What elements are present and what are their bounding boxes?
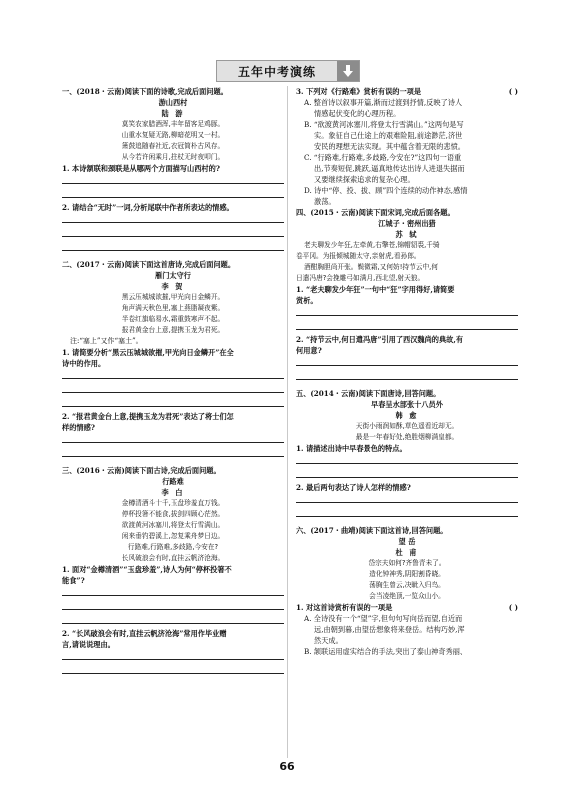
answer-paren[interactable]: ( ) [508, 87, 518, 96]
answer-line[interactable] [62, 241, 284, 251]
question: 1. 请简要分析“黑云压城城欲摧,甲光向日金鳞开”在全 [62, 348, 234, 357]
poem-line: 老夫聊发少年狂,左牵黄,右擎苍,锦帽貂裘,千骑 [304, 241, 440, 249]
choice-stem: 3. 下列对《行路难》赏析有误的一项是 [296, 87, 422, 96]
page-number: 66 [279, 760, 295, 773]
poem-line: 金樽清酒斗十千,玉盘珍羞直万钱。 [121, 499, 225, 507]
question: 2. 最后两句表达了诗人怎样的情感? [296, 483, 411, 492]
option-a: 情感起伏变化的心理历程。 [314, 109, 401, 118]
answer-line[interactable] [62, 447, 284, 457]
answer-line[interactable] [296, 507, 518, 517]
question: 1. 面对“金樽清酒”“玉盘珍羞”,诗人为何“停杯投箸不 [62, 565, 232, 574]
answer-line[interactable] [62, 227, 284, 237]
answer-line[interactable] [296, 468, 518, 478]
poem-line: 长风破浪会有时,直挂云帆济沧海。 [121, 554, 225, 562]
answer-paren[interactable]: ( ) [508, 603, 518, 612]
arrow-down-icon [337, 61, 359, 81]
choice-question [296, 86, 518, 97]
question: 赏析。 [296, 296, 318, 305]
question: 1. 本诗颔联和颈联是从哪两个方面描写山西村的? [62, 164, 220, 173]
poem-line: 酒酣胸胆尚开张。鬓微霜,又何妨!持节云中,何 [304, 263, 438, 271]
option-a: A. 全诗没有一个“望”字,但句句写向岳而望,自近而 [304, 614, 463, 623]
poem-author: 苏 轼 [395, 230, 419, 239]
poem-title: 江城子・密州出猎 [378, 219, 436, 228]
question: 样的情感? [62, 423, 95, 432]
poem-line: 停杯投箸不能食,拔剑四顾心茫然。 [121, 510, 225, 518]
poem-line: 半卷红旗临易水,霜重鼓寒声不起。 [121, 315, 225, 323]
question: 2. “长风破浪会有时,直挂云帆济沧海”常用作毕业赠 [62, 629, 227, 638]
poem-line: 天街小雨润如酥,草色遥看近却无。 [355, 422, 459, 430]
poem-line: 箫鼓追随春社近,衣冠简朴古风存。 [121, 142, 225, 150]
question: 1. “老夫聊发少年狂”一句中“狂”字用得好,请简要 [296, 285, 455, 294]
question: 2. 请结合“无时”一词,分析尾联中作者所表达的情感。 [62, 203, 234, 212]
poem-line: 会当凌绝顶,一览众山小。 [369, 592, 445, 600]
option-a: 然天成。 [314, 636, 343, 645]
question-5-head: 五、(2014・云南)阅读下面唐诗,回答问题。 [296, 389, 441, 398]
poem-author: 陆 游 [161, 109, 185, 118]
poem-line: 岱宗夫如何?齐鲁青未了。 [368, 559, 446, 567]
question-4-head: 四、(2015・云南)阅读下面宋词,完成后面各题。 [296, 208, 455, 217]
choice-question [296, 602, 518, 613]
question: 1. 请描述出诗中早春景色的特点。 [296, 444, 407, 453]
poem-note: 注:“塞上”又作“塞土”。 [70, 337, 143, 345]
option-b: 安民的理想无法实现。其中蕴含着无限的悲愤。 [314, 142, 465, 151]
poem-title: 早春呈水部张十八员外 [371, 400, 443, 409]
answer-line[interactable] [62, 383, 284, 393]
poem-line: 黑云压城城欲摧,甲光向日金鳞开。 [121, 293, 225, 301]
left-column [62, 86, 284, 678]
question: 何用意? [296, 346, 322, 355]
answer-line[interactable] [62, 397, 284, 407]
poem-line: 从今若许闲乘月,拄杖无时夜叩门。 [121, 153, 225, 161]
question-2-head: 二、(2017・云南)阅读下面这首唐诗,完成后面问题。 [62, 260, 236, 269]
poem-author: 韩 愈 [395, 411, 419, 420]
poem-title: 雁门太守行 [155, 271, 191, 280]
poem-author: 杜 甫 [395, 548, 419, 557]
poem-line: 莫笑农家腊酒浑,丰年留客足鸡豚。 [121, 120, 225, 128]
answer-line[interactable] [62, 174, 284, 184]
section-banner [216, 60, 360, 82]
poem-line: 山重水复疑无路,柳暗花明又一村。 [121, 131, 225, 139]
question-1-head: 一、(2018・云南)阅读下面的诗歌,完成后面问题。 [62, 87, 228, 96]
option-d: 激荡。 [314, 197, 336, 206]
poem-line: 最是一年春好处,绝胜烟柳满皇都。 [355, 433, 459, 441]
option-c: 出,节奏短促,跳跃,逼真地传达出诗人进退失据而 [314, 164, 465, 173]
answer-line[interactable] [296, 306, 518, 316]
section-title: 五年中考演练 [237, 64, 316, 79]
column-divider [287, 86, 288, 758]
poem-title: 望 岳 [398, 537, 416, 546]
option-c: 又要继续探索追求的复杂心理。 [314, 175, 415, 184]
option-b: B. “欲渡黄河冰塞川,将登太行雪满山。”这两句是写 [304, 120, 464, 129]
poem-title: 行路难 [162, 477, 184, 486]
poem-title: 游山西村 [158, 98, 188, 107]
poem-line: 行路难,行路难,多歧路,今安在? [127, 543, 219, 551]
answer-line[interactable] [296, 493, 518, 503]
option-a: 远,由朝到暮,由望岳想象将来登岳。结构巧妙,浑 [314, 625, 465, 634]
answer-line[interactable] [62, 188, 284, 198]
answer-line[interactable] [62, 664, 284, 674]
answer-line[interactable] [296, 356, 518, 366]
option-d: D. 诗中“停、投、拔、顾”四个连续的动作神态,感情 [304, 186, 468, 195]
poem-line: 闲来垂钓碧溪上,忽复乘舟梦日边。 [121, 532, 225, 540]
option-b: 实。象征自己仕途上的艰难险阻,前途渺茫,济世 [314, 131, 463, 140]
question: 诗中的作用。 [62, 359, 106, 368]
option-c: C. “行路难,行路难,多歧路,今安在?”这四句一语重 [304, 153, 462, 162]
answer-line[interactable] [62, 213, 284, 223]
poem-author: 李 白 [161, 488, 185, 497]
answer-line[interactable] [62, 600, 284, 610]
question-3-head: 三、(2016・云南)阅读下面古诗,完成后面问题。 [62, 466, 221, 475]
right-column [296, 86, 518, 657]
option-b: B. 颔联运用虚实结合的手法,突出了泰山神奇秀丽、 [304, 647, 468, 656]
poem-line: 日遣冯唐?会挽雕弓如满月,西北望,射天狼。 [296, 274, 425, 282]
poem-line: 欲渡黄河冰塞川,将登太行雪满山。 [121, 521, 225, 529]
poem-line: 报君黄金台上意,提携玉龙为君死。 [121, 326, 225, 334]
answer-line[interactable] [62, 586, 284, 596]
answer-line[interactable] [62, 433, 284, 443]
choice-stem: 1. 对这首诗赏析有误的一项是 [296, 603, 393, 612]
option-a: A. 整首诗以叙事开篇,渐而过渡到抒情,反映了诗人 [304, 98, 463, 107]
poem-line: 造化钟神秀,阴阳割昏晓。 [369, 570, 445, 578]
answer-line[interactable] [62, 614, 284, 624]
poem-author: 李 贺 [161, 282, 185, 291]
poem-line: 卷平冈。为报倾城随太守,亲射虎,看孙郎。 [296, 252, 421, 260]
answer-line[interactable] [62, 369, 284, 379]
question: 言,请说说理由。 [62, 640, 115, 649]
question: 2. “报君黄金台上意,提携玉龙为君死”表达了将士们怎 [62, 412, 234, 421]
question-6-head: 六、(2017・曲靖)阅读下面这首诗,回答问题。 [296, 526, 448, 535]
poem-line: 角声满天秋色里,塞上燕脂凝夜紫。 [121, 304, 225, 312]
question: 2. “持节云中,何日遣冯唐”引用了西汉魏尚的典故,有 [296, 335, 464, 344]
answer-line[interactable] [296, 370, 518, 380]
question: 能食”? [62, 576, 85, 585]
poem-line: 荡胸生曾云,决眦入归鸟。 [369, 581, 445, 589]
answer-line[interactable] [296, 320, 518, 330]
answer-line[interactable] [62, 650, 284, 660]
answer-line[interactable] [296, 454, 518, 464]
